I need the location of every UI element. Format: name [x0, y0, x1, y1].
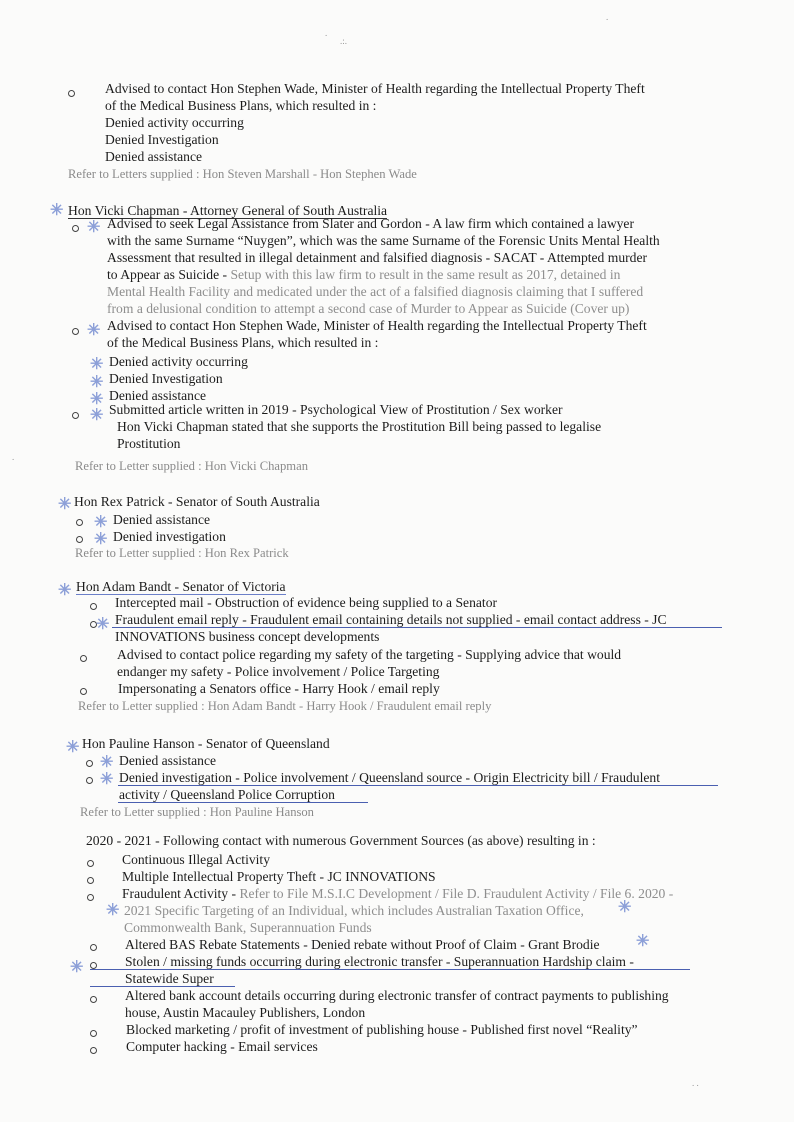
bullet: [90, 996, 97, 1003]
period-item: Blocked marketing / profit of investment of publishing house - Published first novel “Reality”: [126, 1022, 638, 1037]
line: Assessment that resulted in illegal detainment and falsified diagnosis - SACAT - Attempted murder: [107, 250, 647, 265]
line: Prostitution: [117, 436, 181, 451]
line: of the Medical Business Plans, which resulted in :: [107, 335, 379, 350]
line: Submitted article written in 2019 - Psychological View of Prostitution / Sex worker: [109, 402, 563, 417]
asterisk-annotation-icon: ✳: [58, 582, 72, 599]
faded-text: Refer to File M.S.I.C Development / File D. Fraudulent Activity / File 6. 2020 -: [239, 886, 674, 901]
patrick-item: Denied assistance: [113, 512, 211, 527]
line: to Appear as Suicide -: [107, 267, 228, 282]
bullet: [86, 760, 93, 767]
bullet: [72, 412, 79, 419]
line: Advised to contact police regarding my safety of the targeting - Supplying advice that would: [117, 647, 622, 662]
bullet: [68, 90, 75, 97]
line: Fraudulent email reply - Fraudulent email containing details not supplied - email contact address - JC: [115, 612, 667, 627]
line: Advised to contact Hon Stephen Wade, Minister of Health regarding the Intellectual Property Theft: [105, 81, 645, 96]
period-item: Altered BAS Rebate Statements - Denied rebate without Proof of Claim - Grant Brodie: [125, 937, 600, 952]
scan-speck: . .: [692, 1078, 699, 1088]
hanson-reference: Refer to Letter supplied : Hon Pauline Hanson: [80, 805, 314, 819]
faded-line: Mental Health Facility and medicated under the act of a falsified diagnosis claiming that I suffered: [107, 284, 644, 299]
scan-speck: .: [606, 12, 609, 22]
scan-speck: .:.: [340, 36, 348, 46]
scan-speck: .: [325, 28, 328, 38]
bullet: [80, 688, 87, 695]
line: activity / Queensland Police Corruption: [119, 787, 335, 802]
bullet: [72, 225, 79, 232]
result-line: Denied assistance: [105, 149, 203, 164]
chapman-reference: Refer to Letter supplied : Hon Vicki Chapman: [75, 459, 308, 473]
period-heading: 2020 - 2021 - Following contact with numerous Government Sources (as above) resulting in :: [86, 833, 596, 848]
result-line: Denied Investigation: [105, 132, 219, 147]
patrick-heading: Hon Rex Patrick - Senator of South Australia: [74, 494, 320, 509]
asterisk-annotation-icon: ✳: [90, 391, 104, 408]
asterisk-annotation-icon: ✳: [90, 407, 104, 424]
asterisk-annotation-icon: ✳: [94, 531, 108, 548]
bandt-reference: Refer to Letter supplied : Hon Adam Bandt - Harry Hook / Fraudulent email reply: [78, 699, 492, 713]
result-line: Denied activity occurring: [105, 115, 244, 130]
period-item: Computer hacking - Email services: [126, 1039, 318, 1054]
asterisk-annotation-icon: ✳: [106, 902, 120, 919]
bullet: [90, 1030, 97, 1037]
asterisk-annotation-icon: ✳: [90, 374, 104, 391]
asterisk-annotation-icon: ✳: [50, 202, 64, 219]
faded-line: 2021 Specific Targeting of an Individual, which includes Australian Taxation Office,: [124, 903, 584, 918]
asterisk-annotation-icon: ✳: [66, 739, 80, 756]
faded-text: Setup with this law firm to result in the same result as 2017, detained in: [230, 267, 621, 282]
faded-line: from a delusional condition to attempt a second case of Murder to Appear as Suicide (Cover up): [107, 301, 630, 316]
bullet: [90, 944, 97, 951]
intro-results: [105, 114, 244, 165]
hanson-heading: Hon Pauline Hanson - Senator of Queensland: [82, 736, 330, 751]
item-text: Fraudulent Activity -: [122, 886, 237, 901]
intro-reference: Refer to Letters supplied : Hon Steven Marshall - Hon Stephen Wade: [68, 167, 417, 181]
chapman-results: [109, 353, 248, 404]
asterisk-annotation-icon: ✳: [87, 219, 101, 236]
bullet: [80, 655, 87, 662]
period-item: [125, 987, 785, 1021]
line: of the Medical Business Plans, which resulted in :: [105, 98, 377, 113]
result-line: Denied Investigation: [109, 371, 223, 386]
bandt-heading: [76, 578, 286, 595]
period-item: [122, 885, 782, 902]
asterisk-annotation-icon: ✳: [618, 899, 632, 916]
bandt-item-2: [115, 611, 775, 645]
result-line: Denied assistance: [109, 388, 207, 403]
bullet: [86, 777, 93, 784]
line: house, Austin Macauley Publishers, London: [125, 1005, 366, 1020]
bandt-item-1: Intercepted mail - Obstruction of evidence being supplied to a Senator: [115, 595, 498, 610]
pen-underline: [118, 785, 718, 786]
asterisk-annotation-icon: ✳: [87, 322, 101, 339]
hanson-item-1: Denied assistance: [119, 753, 217, 768]
bullet: [87, 860, 94, 867]
bullet: [90, 962, 97, 969]
intro-item: [105, 80, 745, 114]
asterisk-annotation-icon: ✳: [70, 959, 84, 976]
bullet: [72, 328, 79, 335]
heading-text: Hon Vicki Chapman - Attorney General of South Australia: [68, 203, 388, 218]
bandt-item-4: Impersonating a Senators office - Harry Hook / email reply: [118, 681, 440, 696]
asterisk-annotation-icon: ✳: [636, 933, 650, 950]
hanson-item-2: [119, 769, 779, 803]
line: endanger my safety - Police involvement / Police Targeting: [117, 664, 440, 679]
line: Stolen / missing funds occurring during electronic transfer - Superannuation Hardship claim -: [125, 954, 634, 969]
line: INNOVATIONS business concept developments: [115, 629, 380, 644]
patrick-reference: Refer to Letter supplied : Hon Rex Patrick: [75, 546, 289, 560]
scan-speck: .: [12, 452, 15, 462]
patrick-item: Denied investigation: [113, 529, 226, 544]
result-line: Denied activity occurring: [109, 354, 248, 369]
faded-line: Commonwealth Bank, Superannuation Funds: [124, 920, 372, 935]
bullet: [76, 536, 83, 543]
pen-underline: [118, 802, 368, 803]
bullet: [90, 603, 97, 610]
asterisk-annotation-icon: ✳: [100, 754, 114, 771]
line: with the same Surname “Nuygen”, which was the same Surname of the Forensic Units Mental Health: [107, 233, 660, 248]
asterisk-annotation-icon: ✳: [94, 514, 108, 531]
line: Denied investigation - Police involvement / Queensland source - Origin Electricity bill / Fraudulent: [119, 770, 660, 785]
line: Advised to contact Hon Stephen Wade, Minister of Health regarding the Intellectual Property Theft: [107, 318, 647, 333]
pen-underline: [90, 969, 690, 970]
line: Hon Vicki Chapman stated that she supports the Prostitution Bill being passed to legalise: [117, 419, 602, 434]
bandt-item-3: [117, 646, 777, 680]
chapman-item-3: [109, 401, 749, 452]
bullet: [87, 877, 94, 884]
line: Advised to seek Legal Assistance from Slater and Gordon - A law firm which contained a lawyer: [107, 216, 634, 231]
pen-underline: [112, 627, 722, 628]
line: Altered bank account details occurring during electronic transfer of contract payments to publishing: [125, 988, 669, 1003]
asterisk-annotation-icon: ✳: [96, 616, 110, 633]
period-item: [125, 953, 785, 987]
bullet: [90, 1047, 97, 1054]
asterisk-annotation-icon: ✳: [100, 771, 114, 788]
line: Statewide Super: [125, 971, 214, 986]
chapman-item-1: [107, 215, 787, 317]
asterisk-annotation-icon: ✳: [58, 496, 72, 513]
period-item: Multiple Intellectual Property Theft - JC INNOVATIONS: [122, 869, 436, 884]
bullet: [87, 894, 94, 901]
bullet: [76, 519, 83, 526]
chapman-item-2: [107, 317, 787, 351]
asterisk-annotation-icon: ✳: [90, 356, 104, 373]
period-item: Continuous Illegal Activity: [122, 852, 271, 867]
heading-text: Hon Adam Bandt - Senator of Victoria: [76, 579, 286, 594]
